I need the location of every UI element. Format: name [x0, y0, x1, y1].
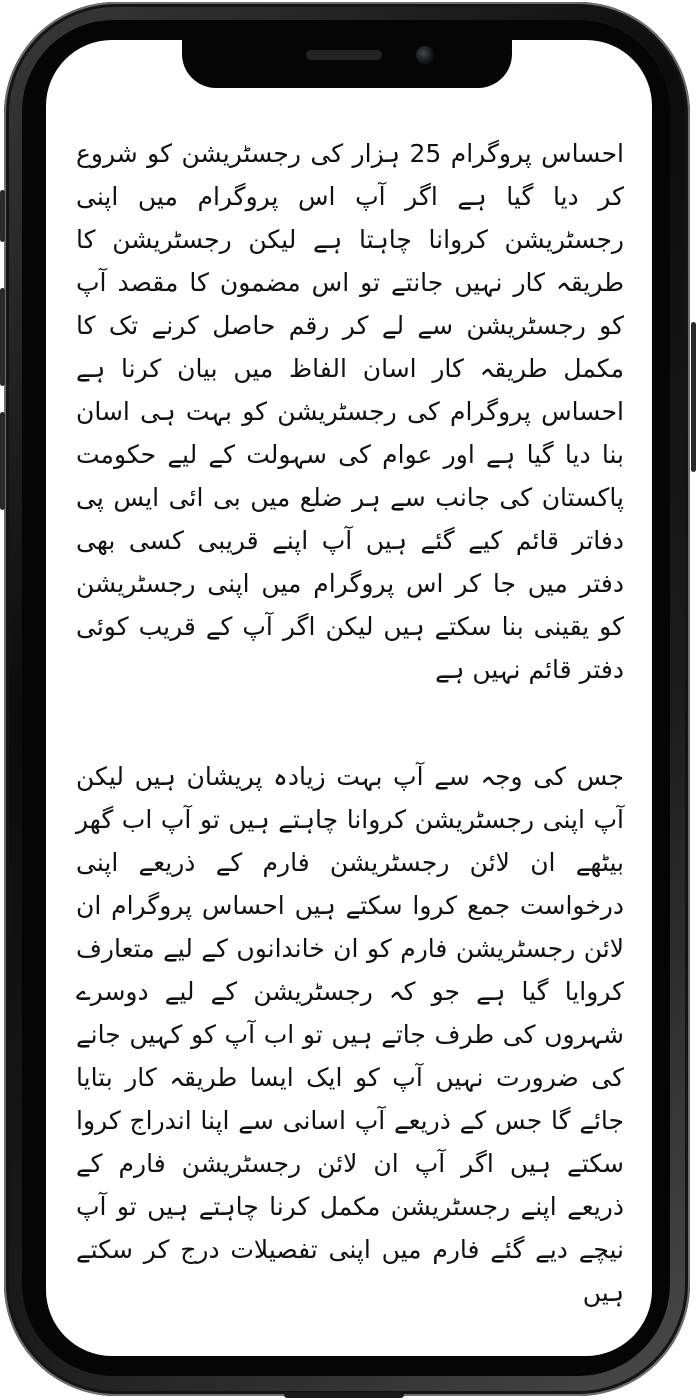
volume-up-button: [0, 288, 5, 386]
screen-content: [46, 40, 652, 1356]
volume-down-button: [0, 412, 5, 510]
article-paragraph-1: احساس پروگرام 25 ہزار کی رجسٹریشن کو شروع کر دیا گیا ہے اگر آپ اس پروگرام میں اپنی رجسٹریشن کروانا چاہتا ہے لیکن رجسٹریشن کا طریقہ کار نہیں جانتے تو اس مضمون کا مقصد آپ کو رجسٹریشن سے لے کر رقم حاصل کرنے تک کا مکمل طریقہ کار اسان الفاظ میں بیان کرنا ہے احساس پروگرام کی رجسٹریشن کو بہت ہی اسان بنا دیا گیا ہے اور عوام کی سہولت کے لیے حکومت پاکستان کی جانب سے ہر ضلع میں بی ائی ایس پی دفاتر قائم کیے گئے ہیں آپ اپنے قریبی کسی بھی دفتر میں جا کر اس پروگرام میں اپنی رجسٹریشن کو یقینی بنا سکتے ہیں لیکن اگر آپ کے قریب کوئی دفتر قائم نہیں ہے: [76, 139, 624, 684]
power-button: [691, 322, 696, 472]
article-paragraph-2: جس کی وجہ سے آپ بہت زیادہ پریشان ہیں لیکن آپ اپنی رجسٹریشن کروانا چاہتے ہیں تو آپ اب گھر بیٹھے ان لائن رجسٹریشن فارم کے ذریعے اپنی درخواست جمع کروا سکتے ہیں احساس پروگرام ان لائن رجسٹریشن فارم کو ان خاندانوں کے لیے متعارف کروایا گیا ہے جو کہ رجسٹریشن کے لیے دوسرے شہروں کی طرف جاتے ہیں تو اب آپ کو کہیں جانے کی ضرورت نہیں آپ کو ایک ایسا طریقہ کار بتایا جائے گا جس کے ذریعے آپ اسانی سے اپنا اندراج کروا سکتے ہیں اگر آپ ان لائن رجسٹریشن فارم کے ذریعے اپنے رجسٹریشن مکمل کرنا چاہتے ہیں تو آپ نیچے دیے گئے فارم میں اپنی تفصیلات درج کر سکتے ہیں: [76, 762, 624, 1307]
home-indicator: [284, 1392, 404, 1398]
article-body: [76, 132, 624, 1314]
silent-switch: [0, 190, 5, 242]
